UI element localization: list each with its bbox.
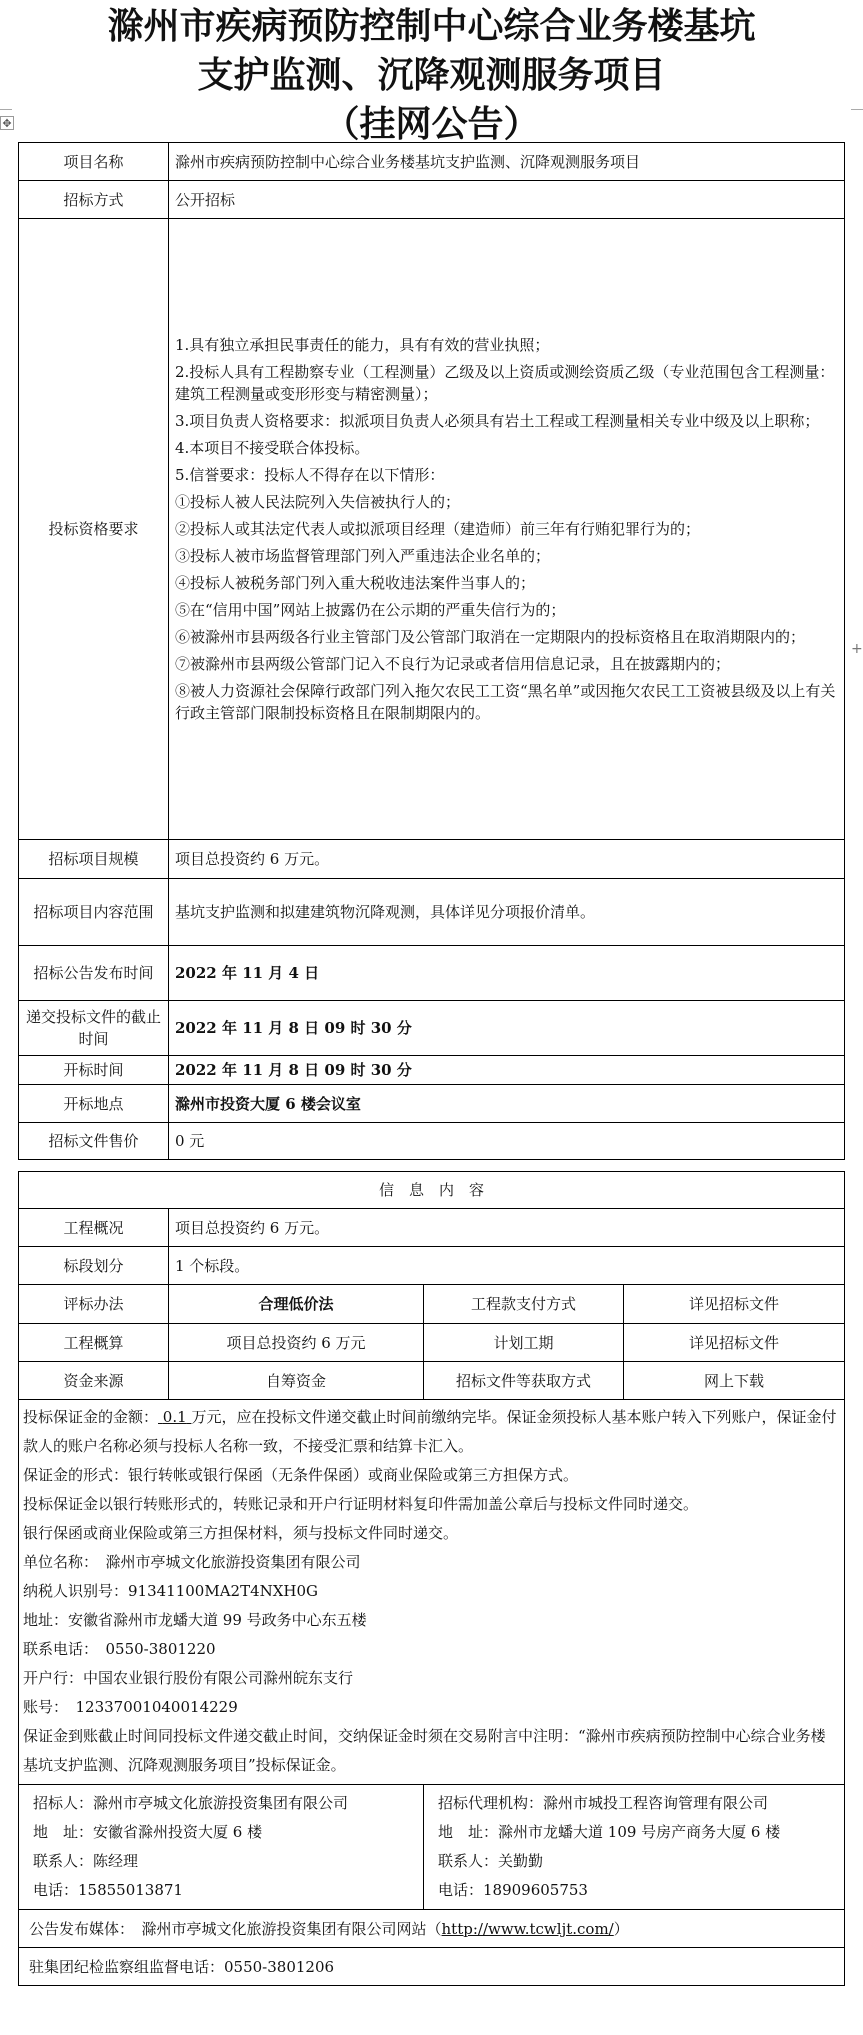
funds-value: 自筹资金 bbox=[169, 1362, 424, 1400]
doc-access-label: 招标文件等获取方式 bbox=[424, 1362, 624, 1400]
qualification-item: 1.具有独立承担民事责任的能力，具有有效的营业执照； bbox=[175, 336, 550, 354]
publish-time-value: 2022 年 11 月 4 日 bbox=[169, 946, 845, 1001]
open-place-label: 开标地点 bbox=[19, 1085, 169, 1123]
bid-method-label: 招标方式 bbox=[19, 181, 169, 219]
overview-label: 工程概况 bbox=[19, 1209, 169, 1247]
deposit-section bbox=[19, 1400, 845, 1785]
deposit-amount-number: 0.1 bbox=[162, 1408, 187, 1426]
doc-price-label: 招标文件售价 bbox=[19, 1123, 169, 1160]
qualification-item: ②投标人或其法定代表人或拟派项目经理（建造师）前三年有行贿犯罪行为的； bbox=[175, 520, 701, 538]
table-row bbox=[19, 1362, 845, 1400]
deposit-amount bbox=[23, 1403, 840, 1461]
agent-address: 地 址：滁州市龙蟠大道 109 号房产商务大厦 6 楼 bbox=[438, 1823, 781, 1841]
qualification-label: 投标资格要求 bbox=[19, 219, 169, 840]
payment-value: 详见招标文件 bbox=[624, 1285, 845, 1324]
table-row bbox=[19, 1247, 845, 1285]
doc-access-value: 网上下载 bbox=[624, 1362, 845, 1400]
table-row bbox=[19, 1400, 845, 1785]
qualification-item: 4.本项目不接受联合体投标。 bbox=[175, 439, 370, 457]
deposit-form: 保证金的形式：银行转帐或银行保函（无条件保函）或商业保险或第三方担保方式。 bbox=[23, 1466, 579, 1484]
open-time-value: 2022 年 11 月 8 日 09 时 30 分 bbox=[169, 1056, 845, 1085]
scale-value: 项目总投资约 6 万元。 bbox=[169, 840, 845, 879]
title-block bbox=[0, 2, 863, 149]
duration-value: 详见招标文件 bbox=[624, 1324, 845, 1362]
info-content-table bbox=[18, 1171, 845, 1986]
table-row bbox=[19, 143, 845, 181]
table-row bbox=[19, 1085, 845, 1123]
deposit-account: 账号： 12337001040014229 bbox=[23, 1698, 238, 1716]
qualification-item: 2.投标人具有工程勘察专业（工程测量）乙级及以上资质或测绘资质乙级（专业范围包含工程测量：建筑工程测量或变形形变与精密测量）； bbox=[175, 363, 835, 403]
table-move-handle-icon[interactable]: ✥ bbox=[0, 116, 14, 130]
media-cell bbox=[19, 1910, 845, 1948]
qualification-item: 5.信誉要求：投标人不得存在以下情形： bbox=[175, 466, 445, 484]
overview-value: 项目总投资约 6 万元。 bbox=[169, 1209, 845, 1247]
payment-label: 工程款支付方式 bbox=[424, 1285, 624, 1324]
sections-value: 1 个标段。 bbox=[169, 1247, 845, 1285]
funds-label: 资金来源 bbox=[19, 1362, 169, 1400]
scale-label: 招标项目规模 bbox=[19, 840, 169, 879]
title-line-2: 支护监测、沉降观测服务项目 bbox=[197, 55, 666, 96]
qualification-item: ①投标人被人民法院列入失信被执行人的； bbox=[175, 493, 461, 511]
deposit-address: 地址：安徽省滁州市龙蟠大道 99 号政务中心东五楼 bbox=[23, 1611, 367, 1629]
table-row bbox=[19, 219, 845, 840]
deposit-guarantee: 银行保函或商业保险或第三方担保材料，须与投标文件同时递交。 bbox=[23, 1524, 459, 1542]
qualification-item: ④投标人被税务部门列入重大税收违法案件当事人的； bbox=[175, 574, 536, 592]
estimate-label: 工程概算 bbox=[19, 1324, 169, 1362]
margin-tick bbox=[0, 109, 12, 110]
tenderer-address: 地 址：安徽省滁州投资大厦 6 楼 bbox=[33, 1823, 263, 1841]
tenderer-block bbox=[19, 1785, 424, 1910]
table-row bbox=[19, 1324, 845, 1362]
table-row bbox=[19, 879, 845, 946]
table-row bbox=[19, 1910, 845, 1948]
info-header: 信 息 内 容 bbox=[19, 1172, 845, 1209]
open-place-value: 滁州市投资大厦 6 楼会议室 bbox=[169, 1085, 845, 1123]
agent-name: 招标代理机构：滁州市城投工程咨询管理有限公司 bbox=[438, 1794, 769, 1812]
eval-label: 评标办法 bbox=[19, 1285, 169, 1324]
eval-value: 合理低价法 bbox=[169, 1285, 424, 1324]
qualification-value bbox=[169, 219, 845, 840]
table-row bbox=[19, 181, 845, 219]
project-name-value: 滁州市疾病预防控制中心综合业务楼基坑支护监测、沉降观测服务项目 bbox=[169, 143, 845, 181]
qualification-item: ⑥被滁州市县两级各行业主管部门及公管部门取消在一定期限内的投标资格且在取消期限内的； bbox=[175, 628, 806, 646]
table-row bbox=[19, 1285, 845, 1324]
qualification-item: 3.项目负责人资格要求：拟派项目负责人必须具有岩土工程或工程测量相关专业中级及以上职称； bbox=[175, 412, 820, 430]
agent-phone: 电话：18909605753 bbox=[438, 1881, 588, 1899]
deposit-phone: 联系电话： 0550-3801220 bbox=[23, 1640, 216, 1658]
deposit-bank: 开户行：中国农业银行股份有限公司滁州皖东支行 bbox=[23, 1669, 354, 1687]
duration-label: 计划工期 bbox=[424, 1324, 624, 1362]
margin-tick bbox=[851, 109, 863, 110]
scope-value: 基坑支护监测和拟建建筑物沉降观测，具体详见分项报价清单。 bbox=[169, 879, 845, 946]
deadline-label: 递交投标文件的截止时间 bbox=[19, 1001, 169, 1056]
bid-method-value: 公开招标 bbox=[169, 181, 845, 219]
sections-label: 标段划分 bbox=[19, 1247, 169, 1285]
doc-price-value: 0 元 bbox=[169, 1123, 845, 1160]
agent-contact: 联系人：关勤勤 bbox=[438, 1852, 544, 1870]
scope-label: 招标项目内容范围 bbox=[19, 879, 169, 946]
table-row bbox=[19, 1056, 845, 1085]
qualification-item: ⑧被人力资源社会保障行政部门列入拖欠农民工工资“黑名单”或因拖欠农民工工资被县级及以上有关行政主管部门限制投标资格且在限制期限内的。 bbox=[175, 682, 836, 722]
tenderer-contact: 联系人：陈经理 bbox=[33, 1852, 139, 1870]
table-row bbox=[19, 1123, 845, 1160]
supervision-cell: 驻集团纪检监察组监督电话：0550-3801206 bbox=[19, 1948, 845, 1986]
qualification-item: ③投标人被市场监督管理部门列入严重违法企业名单的； bbox=[175, 547, 551, 565]
title-line-3: （挂网公告） bbox=[323, 104, 540, 145]
deposit-amount-prefix: 投标保证金的金额： bbox=[23, 1408, 159, 1426]
table-row bbox=[19, 840, 845, 879]
bid-info-table bbox=[18, 142, 845, 1160]
deposit-amount-value bbox=[158, 1408, 191, 1426]
table-row bbox=[19, 1172, 845, 1209]
media-link[interactable]: http://www.tcwljt.com/ bbox=[441, 1919, 614, 1938]
deposit-amount-suffix: 万元，应在投标文件递交截止时间前缴纳完毕。保证金须投标人基本账户转入下列账户，保证金付款人的账户名称必须与投标人名称一致，不接受汇票和结算卡汇入。 bbox=[23, 1408, 837, 1455]
media-prefix: 公告发布媒体： 滁州市亭城文化旅游投资集团有限公司网站（ bbox=[29, 1919, 442, 1938]
table-row bbox=[19, 1001, 845, 1056]
table-row bbox=[19, 1785, 845, 1910]
plus-icon[interactable]: + bbox=[851, 641, 863, 657]
deposit-transfer: 投标保证金以银行转账形式的，转账记录和开户行证明材料复印件需加盖公章后与投标文件同时递交。 bbox=[23, 1495, 699, 1513]
table-row bbox=[19, 1209, 845, 1247]
deposit-tax-id: 纳税人识别号：91341100MA2T4NXH0G bbox=[23, 1582, 319, 1600]
deposit-note: 保证金到账截止时间同投标文件递交截止时间，交纳保证金时须在交易附言中注明：“滁州市疾病预防控制中心综合业务楼基坑支护监测、沉降观测服务项目”投标保证金。 bbox=[23, 1727, 826, 1774]
qualification-item: ⑦被滁州市县两级公管部门记入不良行为记录或者信用信息记录，且在披露期内的； bbox=[175, 655, 731, 673]
estimate-value: 项目总投资约 6 万元 bbox=[169, 1324, 424, 1362]
title-line-1: 滁州市疾病预防控制中心综合业务楼基坑 bbox=[107, 6, 756, 47]
deadline-value: 2022 年 11 月 8 日 09 时 30 分 bbox=[169, 1001, 845, 1056]
project-name-label: 项目名称 bbox=[19, 143, 169, 181]
deposit-unit-name: 单位名称： 滁州市亭城文化旅游投资集团有限公司 bbox=[23, 1553, 361, 1571]
table-row bbox=[19, 946, 845, 1001]
publish-time-label: 招标公告发布时间 bbox=[19, 946, 169, 1001]
tenderer-name: 招标人：滁州市亭城文化旅游投资集团有限公司 bbox=[33, 1794, 349, 1812]
open-time-label: 开标时间 bbox=[19, 1056, 169, 1085]
table-row bbox=[19, 1948, 845, 1986]
agent-block bbox=[424, 1785, 845, 1910]
media-suffix: ） bbox=[613, 1919, 629, 1938]
tenderer-phone: 电话：15855013871 bbox=[33, 1881, 183, 1899]
qualification-item: ⑤在“信用中国”网站上披露仍在公示期的严重失信行为的； bbox=[175, 601, 566, 619]
